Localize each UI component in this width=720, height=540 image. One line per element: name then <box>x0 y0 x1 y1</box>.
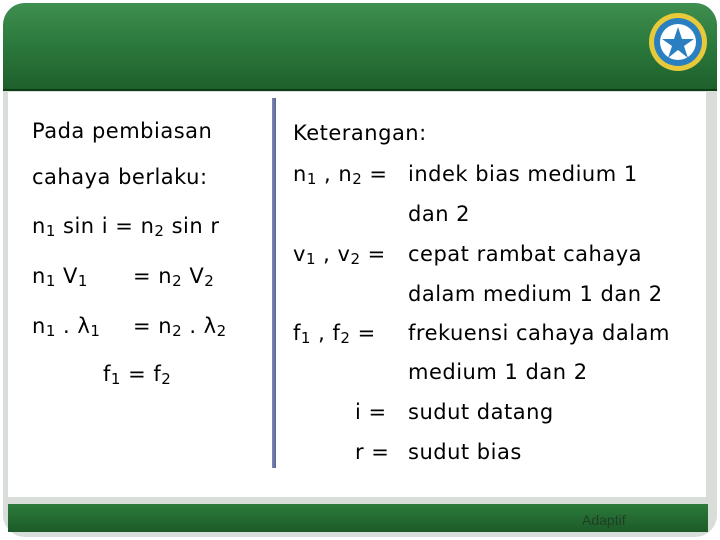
f-description-1: frekuensi cahaya dalam <box>408 321 670 345</box>
n-description-1: indek bias medium 1 <box>408 162 638 186</box>
v-label: $v_1$ , $v_2$ = <box>293 242 386 268</box>
f-description-2: medium 1 dan 2 <box>408 360 588 384</box>
v-description-2: dalam medium 1 dan 2 <box>408 282 663 306</box>
velocity-equation-right: = $n_2$ $V_2$ <box>133 264 215 290</box>
tut-wuri-handayani-emblem-icon <box>648 12 708 72</box>
left-text-line-2: cahaya berlaku: <box>32 165 208 189</box>
frequency-equation: $f_1 = f_2$ <box>103 362 172 388</box>
snell-law-equation: $n_1$ $\sin i = n_2$ sin r <box>32 214 220 240</box>
r-label: r = <box>355 440 390 464</box>
wavelength-equation-right: = $n_2$ . $\lambda_2$ <box>133 314 227 340</box>
n-label: $n_1$ , $n_2$ = <box>293 162 388 188</box>
f-label: $f_1$ , $f_2$ = <box>293 321 376 347</box>
r-description: sudut bias <box>408 440 522 464</box>
header-band <box>3 3 717 91</box>
left-text-line-1: Pada pembiasan <box>32 119 213 143</box>
v-description-1: cepat rambat cahaya <box>408 242 643 266</box>
footer-label: Adaptif <box>582 512 626 528</box>
n-description-2: dan 2 <box>408 202 471 226</box>
column-divider <box>272 98 276 468</box>
keterangan-heading: Keterangan: <box>293 121 427 145</box>
i-description: sudut datang <box>408 400 554 424</box>
velocity-equation-left: $n_1$ $V_1$ <box>32 264 88 290</box>
wavelength-equation-left: $n_1$ . $\lambda_1$ <box>32 314 101 340</box>
i-label: i = <box>355 400 387 424</box>
